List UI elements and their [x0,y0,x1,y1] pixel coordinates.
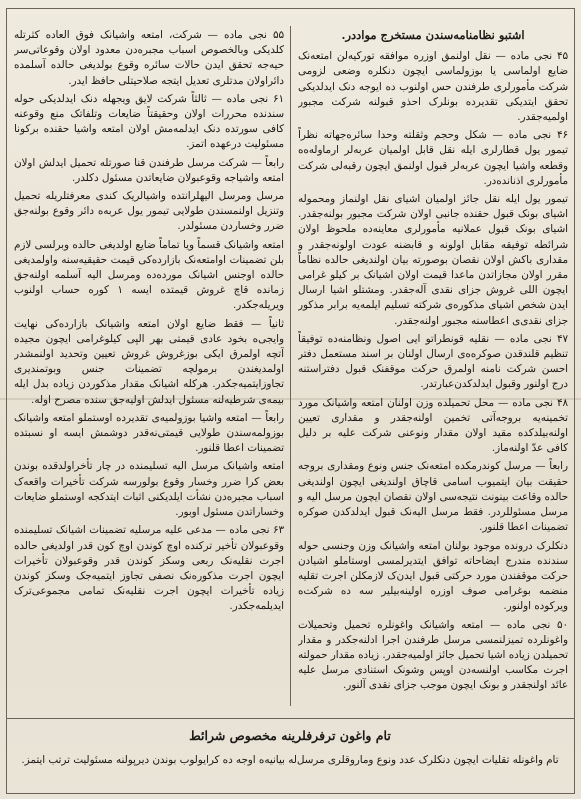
footer [14,728,566,768]
footer-text: تام واغونله تقلیات ایچون دنکلرک عدد ونوع وماروقلری مرسل‌له بیانیه‌ه اوجه ده کرایولوب بوندن دیرپولنه مسئولیت ترتب ایتمز. [21,754,559,766]
article-63: ۶۳ نجی ماده — مدعی علیه مرسلیه تضمینات اشیانک تسلیمنده وقوعبولان تأخیر ترکنده اوچ کوندن اوچ کون قدر اولدیغی حالده اجرت نقلیه‌نک ربعی وسکز کوندن قدر وقوعبولان تأخیرات ایچون اجرت مذکوره‌نک نصفی تجاوز ایتمیه‌جک وسکز کوندن زیاده تأخیرات ایچون اجرت نقلیه‌نک تمامی مجموعی‌ترک ایدیلمه‌جکدر. [14,524,284,613]
article-55: ۵۵ نجی ماده — شرکت، امتعه واشیانک فوق العاده کثرتله کلدیکی وبالخصوص اسباب مجبره‌دن معدود اولان وقوعاتی‌سر حیه‌جه تحقق ایدن حالات سائره وقوع بولدیغی حالده آسلمده دائراولان مدتلری تعدیل ایتجه صلاحیتلی حافظ ایدر. [14,29,284,87]
right-column [298,28,568,704]
column-divider [290,26,291,706]
article-47: ۴۷ نجی ماده — نقلیه قونطراتو ایی اصول ونظامنه‌ده توفیقاً تنظیم قلندقدن صوکره‌ه‌ی ارسال اولنان بر اسند مستعمل دفتر احسن شرکت نامنه اولمرق حرکت موقفنک قبول دفتراستنه درج اولنور وقبول ایدلدکدن‌عبارتدر. [298,332,568,391]
article-48-rabian: رابعاً — مرسل کوندرمکده امتعه‌نک جنس ونوع ومقداری بروجه حقیقت بیان ایتمیوب اسامی قاچاق اولندیغی ایچون اولندیغی حالده وقاعت بینونت نتیجه‌سی اولان نقصان ایچون مرسل الیه و مرسل مسئوللردر. فقط مرسل الیه‌نک قبول ایدلدکدن صوکره تضمینات اعطا قلنور. [298,460,568,534]
article-46: ۴۶ نجی ماده — شکل وحجم وثقلته وحدا سائره‌جهاته نظراً تیمور یول قطارلری ایله نقل قابل اولمیان عربه‌لر ارماوله‌ه‌ه وقطعه واشیا ایچون عربه‌لر قبول اولنمق ایچون رقبه‌لی شرکت مأمورلری اذنانده‌در. [298,129,568,187]
article-50: ۵۰ نجی ماده — امتعه واشیانک واغونلره تحمیل وتحمیلات واغونلرده تمیزلنمسی مرسل طرفندن اجرا ادلنه‌جکدر و مقدار تحمیلدن زیاده اشیا تحمیل جائز اولمیه‌جقدر. زیاده مقدار حمولته اجرت مکاسب اولنسه‌دن اوپس وشونک استنادی مرسل علیه عائد اولنجقدر و بونک ایچون موجب جزای نقدی آلنور. [298,618,568,692]
article-62-cont: امتعه واشیانک مرسل الیه تسلیمنده در چار تأخراولدقده بوندن بعض کرا ضرر وخسار وقوع بولورسه شرکت تأخیرات واقعه‌ک اسباب مجبره‌دن نشأت ایلدیکنی اثبات ایتدکجه اوستملو ضایعات وخساراتدن مسئول اوبور. [14,460,284,519]
article-48-cont: دنکلرک درونده موجود بولنان امتعه واشیانک وزن وجنسی حوله سندنده مندرج ایضاحاته توافق ایتدیرلمسی اوستاملو اشیادن حرکت موقفندن مورد حرکتی قبول ایدن‌ک لازمکلن اجرت تقلیه منضمه بوغرامی صوف اوزره اولینه‌بیلیر سه ده شرکت‌ه ویرکوده اولنور. [298,539,568,613]
footer-title: تام واغون ترفرفلرینه مخصوص شرائط [189,728,391,743]
left-column [14,28,284,704]
article-62-rabian: رابعاً — امتعه واشیا بوزولمیه‌ی تقدیرده اوستملو امتعه واشیانک بوزولمه‌سندن طولایی قیمتی‌نه‌قدر دوشمش ایسه او نسبتده تضمینات اعطا قلنور. [14,411,284,455]
article-61-cont: مرسل ومرسل الیهلرانتده واشیالریک کندی معرفتلریله تحمیل وتنزیل اولنمسندن طولایی تیمور یول عربه‌ه دائر وقوع بولنه‌جق ضرر وخساردن مسئولدر. [14,190,284,233]
article-61: ۶۱ نجی ماده — ثالثاً شرکت لایق ویجهله دنک ایدلدیکی حوله سندنده محررات اولان وحقیقتاً ضایعات وتلفاتک منع وقوعنه کافی سورتده دنک ایدلمه‌مش اولان امتعه واشیا حقنده برکونا مسئولیت درعهده اتمز. [14,92,284,151]
article-46-cont: تیمور یول ایله نقل جائز اولمیان اشیای نقل اولنماز ومحموله اشیای بونک قبول حقنده جانبی اولان شرکت مجبور بولنه‌جقدر. اشیای بونک قبول عملانیه مأمورلری معاینه‌ده ملحوظ اولان شرائطه توفیقه مقابل اولونه و قابضنه عودت اولونه‌جقدر و مقداری باکش اولان نقصان بوصورته بیان اولندیغی حالده نظاماً مقرر اولان مجازاتدن ماعدا قیمت اولان اشیانک بر کیلو غرامی ایچون اللی غروش جزای نقدی آله‌جقدر. ومشتلو اشیا ارسال ایدن شخص اشیای مذکوره‌ی شرکته تسلیم ایلمه‌یه برابر مذکور جزای نقدی‌ی اعطاسنه مجبور اولنه‌جقدر. [298,193,568,327]
article-62: امتعه واشیانک قسماً ویا تماماً ضایع اولدیغی حالده وبرلسی لازم بلن تضمینات اوامتعه‌نک بازارده‌کی قیمت حقیقیه‌سنه واولمدیغی حالده اوجنس اشیانک مورده‌ده ومرسل الیه آسلمه اولنه‌جق زمانده قاچ غروش قیمتده ایسه ۱ کوره حساب اولنوب ویریله‌جکدر. [14,238,284,312]
article-45: ۴۵ نجی ماده — نقل اولنمق اوزره موافقه تورکیه‌لن امتعه‌نک ضایع اولماسی یا بوزولماسی ایچون دنکلره وضعی لزومی شرکت مأمورلری طرفندن حس اولنوب ده ایوجه دنک ایدلدیکی تحقق ایتدیکی تقدیرده بونلرک احذو قبولنه شرکت مجبور اولمیه‌جقدر. [298,50,568,124]
article-61-rabian: رابعاً — شرکت مرسل طرفندن قنا صورتله تحمیل ایدلش اولان امتعه واشیاجه وقوعبولان ضایعاتدن مسئول دکلدر. [14,156,284,184]
footer-rule [6,718,575,719]
article-62-saniyen: ثانیاً — فقط ضایع اولان امتعه واشیانک بازارده‌کی نهایت وایجی‌ه بخود عادی قیمتی بهر الپی کیلوغرامی ایچون مجیده آتچه اولمرق ایکی بوزغروش غروش تعیین وتحدید اولنمشدر اولمدیغندن برمولچه تضمینات جنس وبوتمندیری تجاوزایتمیه‌جکدر. هرکله اشیانک مقدار مذکوردن زیاده بدل ایله بیمه‌ی شرطیه‌لنه مسئول ایدلش اولیه‌جق سنده مصرح اوله. [14,317,284,406]
article-48: ۴۸ نجی ماده — محل تحمیلده وزن اولنان امتعه واشیانک مورد تخمینه‌یه بروجه‌آتی تخمین اولنه‌جقدر و مقداری تعیین اولنه‌بیلدکده مقید اولان مقدار ونوعنی شرکت علیه بر دلیل کافی عدّ اولنه‌ماز. [298,396,568,455]
right-column-title: اشتبو نظامنامه‌سندن مستخرج موادد‌ر. [341,28,525,42]
